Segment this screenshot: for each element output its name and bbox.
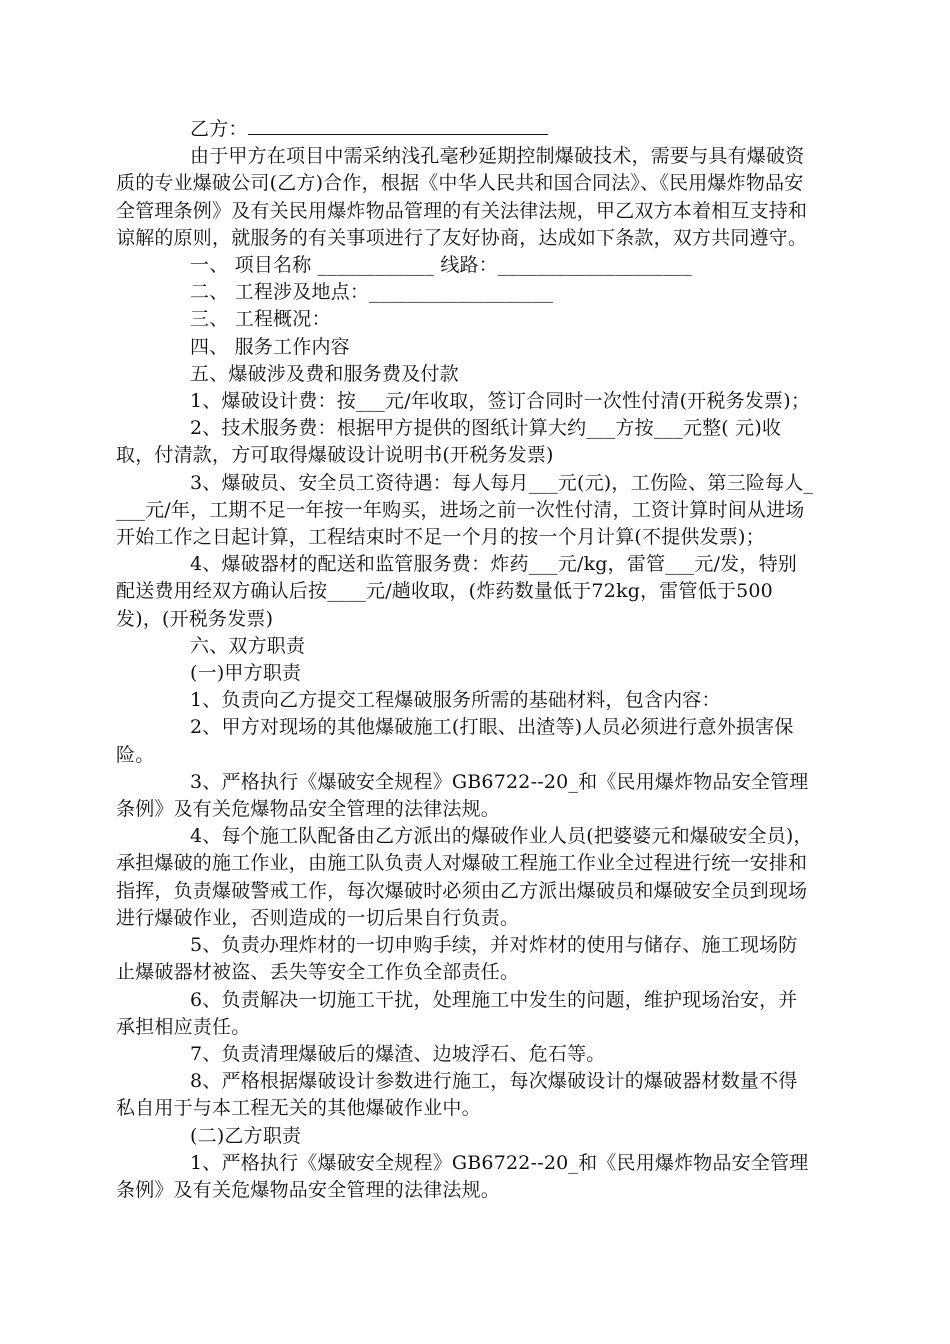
section-4-service-content: 四、 服务工作内容 [190,335,350,358]
fee-item-4: 4、爆破器材的配送和监管服务费：炸药___元/kg，雷管___元/发，特别配送费用经双方确认后按____元/趟收取，(炸药数量低于72kg，雷管低于500发)，(开税务发票) [116,553,797,630]
party-a-duty-1: 1、负责向乙方提交工程爆破服务所需的基础材料，包含内容： [190,689,721,712]
section-2-location: 二、 工程涉及地点：___________________ [190,281,554,304]
party-b-blank [248,116,548,135]
party-a-duties-heading: (一)甲方职责 [190,662,302,685]
fee-item-2: 2、技术服务费：根据甲方提供的图纸计算大约___方按___元整( 元)收取，付清款，方可取得爆破设计说明书(开税务发票) [116,417,782,467]
section-6-duties: 六、双方职责 [190,634,306,657]
party-b-duty-1: 1、严格执行《爆破安全规程》GB6722--20_和《民用爆炸物品安全管理条例》及有关危爆物品安全管理的法律法规。 [116,1151,809,1201]
party-a-duty-2: 2、甲方对现场的其他爆破施工(打眼、出渣等)人员必须进行意外损害保险。 [116,716,794,766]
section-3-overview: 三、 工程概况： [190,308,331,331]
document-body [116,116,816,1204]
party-a-duty-7: 7、负责清理爆破后的爆渣、边坡浮石、危石等。 [190,1042,606,1065]
fee-item-1: 1、爆破设计费：按___元/年收取，签订合同时一次性付清(开税务发票)； [190,390,811,413]
party-a-duty-3: 3、严格执行《爆破安全规程》GB6722--20_和《民用爆炸物品安全管理条例》及有关危爆物品安全管理的法律法规。 [116,770,809,821]
preamble-paragraph: 由于甲方在项目中需采纳浅孔毫秒延期控制爆破技术，需要与具有爆破资质的专业爆破公司(乙方)合作，根据《中华人民共和国合同法》、《民用爆炸物品安全管理条例》及有关民用爆炸物品管理的有关法律法规，甲乙双方本着相互支持和谅解的原则，就服务的有关事项进行了友好协商，达成如下条款，双方共同遵守。 [116,145,808,249]
party-a-duty-6: 6、负责解决一切施工干扰，处理施工中发生的问题，维护现场治安，并承担相应责任。 [116,988,798,1038]
fee-item-3: 3、爆破员、安全员工资待遇：每人每月___元(元)，工伤险、第三险每人____元/年，工期不足一年按一年购买，进场之前一次性付清，工资计算时间从进场开始工作之日起计算，工程结束时不足一个月的按一个月计算(不提供发票)； [116,471,814,549]
party-b-label: 乙方： [190,118,248,140]
section-5-fees: 五、爆破涉及费和服务费及付款 [190,362,459,385]
section-1-project-name: 一、 项目名称 ____________ 线路：____________________ [190,254,692,277]
party-a-duty-4: 4、每个施工队配备由乙方派出的爆破作业人员(把婆婆元和爆破安全员)，承担爆破的施工作业，由施工队负责人对爆破工程施工作业全过程进行统一安排和指挥，负责爆破警戒工作，每次爆破时必须由乙方派出爆破员和爆破安全员到现场进行爆破作业，否则造成的一切后果自行负责。 [116,825,813,929]
party-a-duty-5: 5、负责办理炸材的一切申购手续，并对炸材的使用与储存、施工现场防止爆破器材被盗、丢失等安全工作负全部责任。 [116,934,798,984]
party-b-duties-heading: (二)乙方职责 [190,1124,302,1147]
party-b-line [116,116,816,143]
party-a-duty-8: 8、严格根据爆破设计参数进行施工，每次爆破设计的爆破器材数量不得私自用于与本工程无关的其他爆破作业中。 [116,1070,798,1120]
